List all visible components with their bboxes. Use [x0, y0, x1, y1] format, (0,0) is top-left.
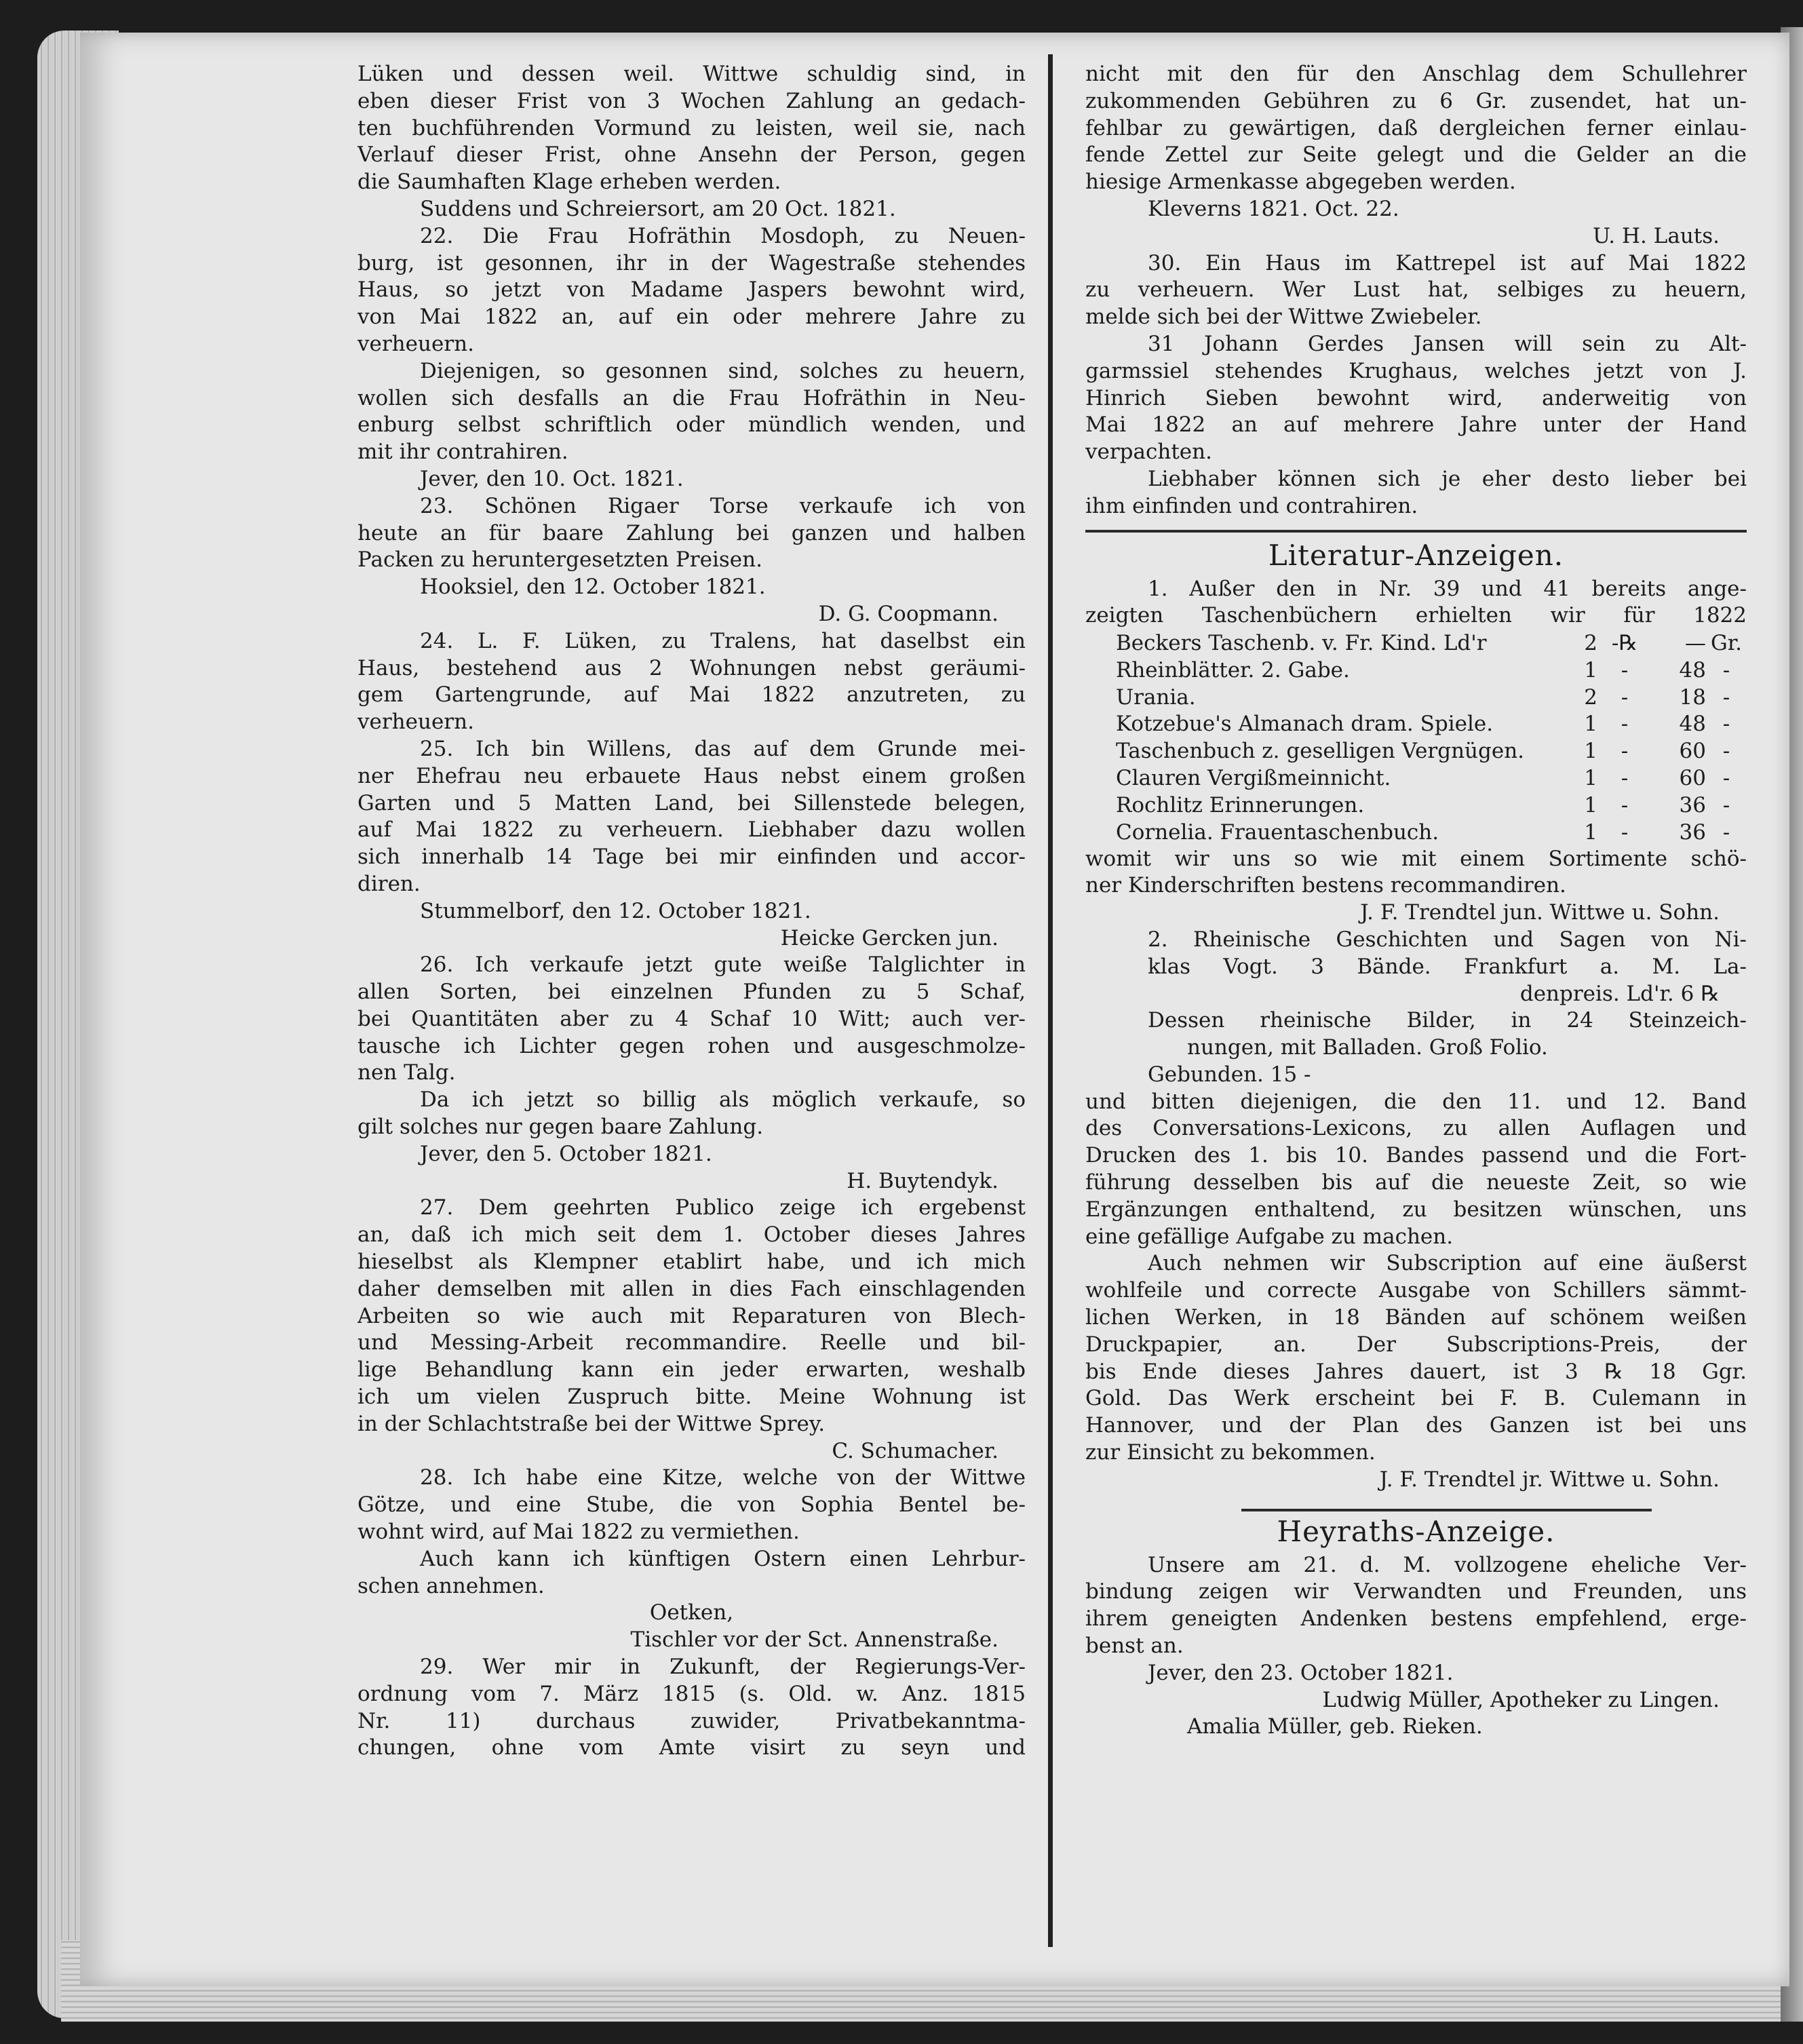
book-row — [1085, 711, 1747, 738]
book-count: 1 — [1584, 766, 1597, 791]
book-price: 48 — [1679, 712, 1706, 737]
text-line: 28. Ich habe eine Kitze, welche von der Wittwe — [420, 1465, 1026, 1490]
text-line: Tischler vor der Sct. Annenstraße. — [630, 1627, 999, 1653]
book-row — [1085, 765, 1747, 792]
text-line: bis Ende dieses Jahres dauert, ist 3 ℞ 18 Ggr. — [1085, 1359, 1747, 1384]
literatur-heading: Literatur-Anzeigen. — [1268, 538, 1564, 572]
text-line: klas Vogt. 3 Bände. Frankfurt a. M. La- — [1148, 954, 1747, 979]
text-line: garmssiel stehendes Krughaus, welches jetzt von J. — [1085, 358, 1747, 383]
text-line: benst an. — [1085, 1634, 1184, 1659]
announcements-continued — [1085, 61, 1747, 520]
book-title: Urania. — [1116, 684, 1196, 710]
book-row — [1085, 684, 1747, 711]
book-title: Cornelia. Frauentaschenbuch. — [1116, 819, 1439, 845]
text-line: Götze, und eine Stube, die von Sophia Bentel be- — [357, 1492, 1026, 1518]
text-line: C. Schumacher. — [832, 1438, 999, 1463]
text-line: nicht mit den für den Anschlag dem Schullehrer — [1085, 62, 1747, 86]
text-line: Lüken und dessen weil. Wittwe schuldig sind, in — [357, 62, 1026, 86]
text-line: Auch kann ich künftigen Ostern einen Lehrbur- — [420, 1546, 1026, 1571]
text-line: Da ich jetzt so billig als möglich verkaufe, so — [420, 1087, 1026, 1113]
text-line: chungen, ohne vom Amte visirt zu seyn und — [357, 1735, 1026, 1760]
text-line: verpachten. — [1085, 440, 1212, 465]
heyraths-heading: Heyraths-Anzeige. — [1277, 1514, 1555, 1548]
book-count: 1 — [1584, 792, 1597, 817]
text-line: Verlauf dieser Frist, ohne Ansehn der Person, gegen — [357, 142, 1026, 168]
book-count: 1 — [1584, 819, 1597, 845]
text-line: ordnung vom 7. März 1815 (s. Old. w. Anz. 1815 — [357, 1681, 1026, 1706]
heyraths-body — [1085, 1552, 1747, 1741]
unit-mark: Gr. — [1710, 631, 1743, 656]
text-line: 29. Wer mir in Zukunft, der Regierungs-Ver- — [420, 1655, 1026, 1680]
unit-mark: - — [1722, 684, 1730, 710]
book-title: Beckers Taschenb. v. Fr. Kind. Ld'r — [1116, 631, 1487, 656]
text-line: Arbeiten so wie auch mit Reparaturen von Blech- — [357, 1303, 1026, 1328]
text-line: Mai 1822 an auf mehrere Jahre unter der Hand — [1085, 412, 1747, 438]
text-line: 24. L. F. Lüken, zu Tralens, hat daselbst ein — [420, 628, 1026, 653]
text-line: 26. Ich verkaufe jetzt gute weiße Talglichter in — [420, 952, 1026, 978]
text-line: lichen Werken, in 18 Bänden auf schönem weißen — [1085, 1305, 1747, 1330]
book-count: 1 — [1584, 657, 1597, 682]
text-line: ich um vielen Zuspruch bitte. Meine Wohnung ist — [357, 1385, 1026, 1410]
text-line: womit wir uns so wie mit einem Sortimente schö- — [1085, 846, 1747, 871]
book-title: Clauren Vergißmeinnicht. — [1116, 766, 1391, 791]
book-title: Kotzebue's Almanach dram. Spiele. — [1116, 712, 1494, 737]
unit-mark: - — [1621, 792, 1629, 817]
text-line: des Conversations-Lexicons, zu allen Auflagen und — [1085, 1116, 1747, 1141]
text-line: zeigten Taschenbüchern erhielten wir für 1822 — [1085, 603, 1747, 628]
text-line: wohnt wird, auf Mai 1822 zu vermiethen. — [357, 1520, 800, 1545]
text-line: ner Kinderschriften bestens recommandiren. — [1085, 873, 1566, 898]
text-line: verheuern. — [357, 331, 474, 356]
text-line: wohlfeile und correcte Ausgabe von Schillers sämmt- — [1085, 1278, 1747, 1303]
text-line: Amalia Müller, geb. Rieken. — [1187, 1714, 1483, 1739]
text-line: Suddens und Schreiersort, am 20 Oct. 1821. — [420, 196, 896, 221]
text-line: Drucken des 1. bis 10. Bandes passend und die Fort- — [1085, 1143, 1747, 1168]
column-divider — [1048, 54, 1053, 1947]
text-line: enburg selbst schriftlich oder mündlich wenden, und — [357, 412, 1026, 438]
text-line: Jever, den 10. Oct. 1821. — [420, 466, 684, 491]
unit-mark: - — [1621, 766, 1629, 791]
text-line: die Saumhaften Klage erheben werden. — [357, 170, 781, 195]
unit-mark: - — [1621, 684, 1629, 710]
book-price: — — [1685, 631, 1706, 656]
text-line: burg, ist gesonnen, ihr in der Wagestraße stehendes — [357, 250, 1026, 275]
text-line: Gebunden. 15 - — [1148, 1062, 1311, 1087]
unit-mark: - — [1722, 739, 1730, 764]
unit-mark: - — [1621, 712, 1629, 737]
unit-mark: -℞ — [1611, 631, 1638, 656]
book-price: 36 — [1679, 819, 1706, 845]
text-line: melde sich bei der Wittwe Zwiebeler. — [1085, 305, 1482, 330]
book-price: 60 — [1679, 739, 1706, 764]
text-line: 31 Johann Gerdes Jansen will sein zu Alt- — [1148, 331, 1747, 356]
text-line: Nr. 11) durchaus zuwider, Privatbekanntma- — [357, 1708, 1026, 1733]
text-line: fehlbar zu gewärtigen, daß dergleichen ferner einlau- — [1085, 115, 1747, 140]
text-line: mit ihr contrahiren. — [357, 440, 568, 465]
text-line: Packen zu heruntergesetzten Preisen. — [357, 547, 762, 573]
book-price: 48 — [1679, 657, 1706, 682]
book-price: 60 — [1679, 766, 1706, 791]
unit-mark: - — [1722, 712, 1730, 737]
text-line: 22. Die Frau Hofräthin Mosdoph, zu Neuen- — [420, 223, 1026, 248]
text-line: U. H. Lauts. — [1593, 223, 1720, 248]
text-line: schen annehmen. — [357, 1573, 545, 1598]
text-line: daher demselben mit allen in dies Fach einschlagenden — [357, 1276, 1026, 1301]
text-line: tausche ich Lichter gegen rohen und ausgeschmolze- — [357, 1033, 1026, 1058]
text-line: Unsere am 21. d. M. vollzogene eheliche Ver- — [1148, 1552, 1747, 1577]
text-line: Heicke Gercken jun. — [780, 925, 999, 950]
text-line: ihm einfinden und contrahiren. — [1085, 493, 1418, 518]
book-count: 1 — [1584, 739, 1597, 764]
text-line: Gold. Das Werk erscheint bei F. B. Culemann in — [1085, 1386, 1747, 1411]
book-title: Rheinblätter. 2. Gabe. — [1116, 657, 1350, 682]
book-count: 2 — [1584, 684, 1597, 710]
text-line: Dessen rheinische Bilder, in 24 Steinzeich- — [1148, 1008, 1747, 1033]
book-price: 18 — [1679, 684, 1706, 710]
text-line: in der Schlachtstraße bei der Wittwe Sprey. — [357, 1411, 826, 1436]
left-column — [357, 61, 1026, 1762]
book-row — [1085, 657, 1747, 684]
unit-mark: - — [1621, 819, 1629, 845]
text-line: hiesige Armenkasse abgegeben werden. — [1085, 170, 1516, 195]
text-line: lige Behandlung kann ein jeder erwarten, weshalb — [357, 1357, 1026, 1383]
right-column — [1085, 61, 1747, 1741]
text-line: ihrem geneigten Andenken bestens empfehlend, erge- — [1085, 1606, 1747, 1632]
text-line: zur Einsicht zu bekommen. — [1085, 1440, 1376, 1465]
text-line: 2. Rheinische Geschichten und Sagen von Ni- — [1148, 927, 1747, 952]
literatur-body — [1085, 846, 1747, 1494]
text-line: an, daß ich mich seit dem 1. October dieses Jahres — [357, 1222, 1026, 1248]
book-title: Rochlitz Erinnerungen. — [1116, 792, 1365, 817]
book-count: 1 — [1584, 712, 1597, 737]
text-line: gem Gartengrunde, auf Mai 1822 anzutreten, zu — [357, 682, 1026, 708]
text-line: ner Ehefrau neu erbauete Haus nebst einem großen — [357, 763, 1026, 788]
text-line: Oetken, — [649, 1600, 734, 1625]
book-price: 36 — [1679, 792, 1706, 817]
text-line: auf Mai 1822 zu verheuern. Liebhaber dazu wollen — [357, 817, 1026, 843]
text-line: ten buchführenden Vormund zu leisten, weil sie, nach — [357, 115, 1026, 140]
text-line: 27. Dem geehrten Publico zeige ich ergebenst — [420, 1195, 1026, 1220]
text-line: bindung zeigen wir Verwandten und Freunden, uns — [1085, 1579, 1747, 1604]
text-line: gilt solches nur gegen baare Zahlung. — [357, 1115, 764, 1140]
text-line: fende Zettel zur Seite gelegt und die Gelder an die — [1085, 142, 1747, 168]
text-line: Druckpapier, an. Der Subscriptions-Preis, der — [1085, 1332, 1747, 1357]
text-line: Garten und 5 Matten Land, bei Sillenstede belegen, — [357, 790, 1026, 815]
text-line: hieselbst als Klempner etablirt habe, und ich mich — [357, 1250, 1026, 1275]
text-line: zukommenden Gebühren zu 6 Gr. zusendet, hat un- — [1085, 88, 1747, 113]
text-line: zu verheuern. Wer Lust hat, selbiges zu heuern, — [1085, 277, 1747, 303]
book-row — [1085, 737, 1747, 765]
text-line: Liebhaber können sich je eher desto lieber bei — [1148, 466, 1747, 491]
book-price-table — [1085, 630, 1747, 845]
text-line: 23. Schönen Rigaer Torse verkaufe ich von — [420, 493, 1026, 518]
text-line: bei Quantitäten aber zu 4 Schaf 10 Witt; auch ver- — [357, 1006, 1026, 1031]
literatur-intro — [1085, 576, 1747, 630]
text-line: von Mai 1822 an, auf ein oder mehrere Jahre zu — [357, 305, 1026, 330]
book-title: Taschenbuch z. geselligen Vergnügen. — [1116, 739, 1525, 764]
book-row — [1085, 630, 1747, 657]
book-row — [1085, 792, 1747, 819]
text-line: 1. Außer den in Nr. 39 und 41 bereits ange- — [1148, 576, 1747, 601]
unit-mark: - — [1722, 766, 1730, 791]
unit-mark: - — [1621, 657, 1629, 682]
text-line: Jever, den 23. October 1821. — [1148, 1660, 1454, 1685]
text-line: verheuern. — [357, 710, 474, 735]
text-line: J. F. Trendtel jun. Wittwe u. Sohn. — [1360, 900, 1720, 925]
text-line: diren. — [357, 871, 421, 896]
text-line: Kleverns 1821. Oct. 22. — [1148, 196, 1399, 221]
unit-mark: - — [1722, 657, 1730, 682]
text-line: Auch nehmen wir Subscription auf eine äußerst — [1148, 1251, 1747, 1276]
text-line: 30. Ein Haus im Kattrepel ist auf Mai 1822 — [1148, 250, 1747, 275]
text-line: Hannover, und der Plan des Ganzen ist bei uns — [1085, 1413, 1747, 1438]
text-line: Jever, den 5. October 1821. — [420, 1141, 712, 1166]
text-line: Hinrich Sieben bewohnt wird, anderweitig von — [1085, 385, 1747, 410]
text-line: Haus, bestehend aus 2 Wohnungen nebst geräumi- — [357, 655, 1026, 680]
text-line: D. G. Coopmann. — [818, 601, 999, 626]
text-line: 25. Ich bin Willens, das auf dem Grunde mei- — [420, 736, 1026, 761]
unit-mark: - — [1621, 739, 1629, 764]
book-row — [1085, 819, 1747, 846]
book-count: 2 — [1584, 631, 1597, 656]
unit-mark: - — [1722, 819, 1730, 845]
text-line: denpreis. Ld'r. 6 ℞ — [1519, 981, 1720, 1006]
text-line: eine gefällige Aufgabe zu machen. — [1085, 1224, 1454, 1249]
text-line: allen Sorten, bei einzelnen Pfunden zu 5 Schaf, — [357, 980, 1026, 1005]
text-line: führung desselben bis auf die neueste Zeit, so wie — [1085, 1170, 1747, 1195]
text-line: Haus, so jetzt von Madame Jaspers bewohnt wird, — [357, 277, 1026, 303]
text-line: J. F. Trendtel jr. Wittwe u. Sohn. — [1379, 1467, 1720, 1492]
text-line: H. Buytendyk. — [847, 1168, 999, 1193]
text-line: sich innerhalb 14 Tage bei mir einfinden und accor- — [357, 845, 1026, 870]
text-line: und bitten diejenigen, die den 11. und 12. Band — [1085, 1089, 1747, 1114]
text-line: Ergänzungen enthaltend, zu besitzen wünschen, uns — [1085, 1197, 1747, 1222]
unit-mark: - — [1722, 792, 1730, 817]
text-line: Diejenigen, so gesonnen sind, solches zu heuern, — [420, 358, 1026, 383]
text-line: nungen, mit Balladen. Groß Folio. — [1187, 1035, 1548, 1060]
text-line: Hooksiel, den 12. October 1821. — [420, 575, 766, 600]
text-line: Stummelborf, den 12. October 1821. — [420, 898, 811, 923]
text-line: und Messing-Arbeit recommandire. Reelle und bil- — [357, 1330, 1026, 1355]
text-line: wollen sich desfalls an die Frau Hofräthin in Neu- — [357, 385, 1026, 410]
text-line: nen Talg. — [357, 1060, 456, 1085]
text-line: Ludwig Müller, Apotheker zu Lingen. — [1322, 1687, 1720, 1712]
section-rule — [1085, 530, 1747, 533]
text-line: eben dieser Frist von 3 Wochen Zahlung an gedach- — [357, 88, 1026, 113]
text-line: heute an für baare Zahlung bei ganzen und halben — [357, 520, 1026, 545]
